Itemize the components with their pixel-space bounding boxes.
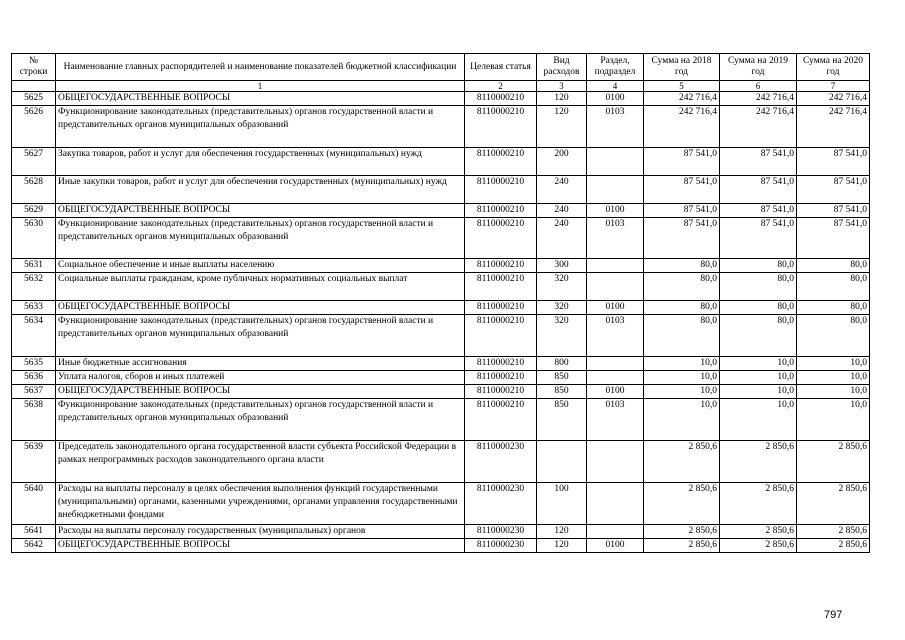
- row-sum-2020: 2 850,6: [797, 525, 870, 539]
- row-sum-2019: 87 541,0: [720, 148, 797, 176]
- row-sum-2020: 80,0: [797, 273, 870, 301]
- row-sum-2020: 2 850,6: [797, 441, 870, 483]
- row-sum-2019: 10,0: [720, 357, 797, 371]
- row-number: 5636: [12, 371, 56, 385]
- row-sum-2019: 10,0: [720, 371, 797, 385]
- row-sum-2019: 80,0: [720, 259, 797, 273]
- row-sum-2019: 87 541,0: [720, 204, 797, 218]
- col-number-1: 1: [56, 81, 465, 92]
- row-sum-2020: 87 541,0: [797, 176, 870, 204]
- row-expense-kind: 320: [537, 273, 587, 301]
- row-sum-2020: 10,0: [797, 371, 870, 385]
- row-name: Социальные выплаты гражданам, кроме публичных нормативных социальных выплат: [56, 273, 465, 301]
- row-sum-2018: 87 541,0: [644, 218, 720, 259]
- row-number: 5632: [12, 273, 56, 301]
- row-sum-2018: 87 541,0: [644, 204, 720, 218]
- row-name: Расходы на выплаты персоналу государственных (муниципальных) органов: [56, 525, 465, 539]
- header-row-number: № строки: [12, 54, 56, 81]
- row-target-article: 8110000210: [465, 148, 537, 176]
- table-row: [12, 106, 870, 148]
- row-expense-kind: 850: [537, 399, 587, 441]
- row-number: 5628: [12, 176, 56, 204]
- row-name: Закупка товаров, работ и услуг для обеспечения государственных (муниципальных) нужд: [56, 148, 465, 176]
- row-sum-2019: 10,0: [720, 399, 797, 441]
- header-sum-2019: Сумма на 2019 год: [720, 54, 797, 81]
- row-target-article: 8110000210: [465, 176, 537, 204]
- row-sum-2019: 2 850,6: [720, 483, 797, 525]
- row-sum-2020: 242 716,4: [797, 106, 870, 148]
- row-sum-2020: 87 541,0: [797, 148, 870, 176]
- row-target-article: 8110000210: [465, 218, 537, 259]
- row-target-article: 8110000210: [465, 106, 537, 148]
- row-sum-2020: 10,0: [797, 357, 870, 371]
- row-section: 0100: [587, 385, 644, 399]
- row-name: Функционирование законодательных (представительных) органов государственной власти и представительных органов муниципальных образований: [56, 218, 465, 259]
- row-expense-kind: 800: [537, 357, 587, 371]
- row-name: ОБЩЕГОСУДАРСТВЕННЫЕ ВОПРОСЫ: [56, 301, 465, 315]
- row-number: 5637: [12, 385, 56, 399]
- row-section: 0100: [587, 204, 644, 218]
- row-sum-2019: 2 850,6: [720, 525, 797, 539]
- row-expense-kind: [537, 441, 587, 483]
- row-section: [587, 441, 644, 483]
- row-section: 0103: [587, 399, 644, 441]
- row-number: 5639: [12, 441, 56, 483]
- row-sum-2019: 87 541,0: [720, 176, 797, 204]
- row-sum-2018: 87 541,0: [644, 148, 720, 176]
- row-name: Уплата налогов, сборов и иных платежей: [56, 371, 465, 385]
- row-sum-2020: 80,0: [797, 259, 870, 273]
- row-sum-2018: 242 716,4: [644, 106, 720, 148]
- row-name: Функционирование законодательных (представительных) органов государственной власти и представительных органов муниципальных образований: [56, 106, 465, 148]
- row-target-article: 8110000210: [465, 399, 537, 441]
- table-row: [12, 259, 870, 273]
- row-name: Функционирование законодательных (представительных) органов государственной власти и представительных органов муниципальных образований: [56, 399, 465, 441]
- col-number-2: 2: [465, 81, 537, 92]
- row-expense-kind: 320: [537, 301, 587, 315]
- row-name: ОБЩЕГОСУДАРСТВЕННЫЕ ВОПРОСЫ: [56, 539, 465, 553]
- row-name: Функционирование законодательных (представительных) органов государственной власти и представительных органов муниципальных образований: [56, 315, 465, 357]
- col-number-5: 5: [644, 81, 720, 92]
- table-row: [12, 525, 870, 539]
- row-sum-2019: 2 850,6: [720, 539, 797, 553]
- row-expense-kind: 300: [537, 259, 587, 273]
- row-name: Иные закупки товаров, работ и услуг для обеспечения государственных (муниципальных) нужд: [56, 176, 465, 204]
- row-expense-kind: 850: [537, 371, 587, 385]
- column-number-row: [12, 81, 870, 92]
- table-row: [12, 357, 870, 371]
- row-target-article: 8110000210: [465, 259, 537, 273]
- row-section: [587, 148, 644, 176]
- col-number-7: 7: [797, 81, 870, 92]
- row-sum-2018: 2 850,6: [644, 483, 720, 525]
- row-sum-2018: 87 541,0: [644, 176, 720, 204]
- row-target-article: 8110000210: [465, 301, 537, 315]
- table-row: [12, 92, 870, 106]
- row-expense-kind: 200: [537, 148, 587, 176]
- row-number: 5625: [12, 92, 56, 106]
- header-name: Наименование главных распорядителей и наименование показателей бюджетной классификации: [56, 54, 465, 81]
- row-target-article: 8110000210: [465, 273, 537, 301]
- row-number: 5631: [12, 259, 56, 273]
- row-section: 0103: [587, 106, 644, 148]
- row-name: ОБЩЕГОСУДАРСТВЕННЫЕ ВОПРОСЫ: [56, 92, 465, 106]
- row-sum-2019: 80,0: [720, 273, 797, 301]
- row-sum-2019: 242 716,4: [720, 92, 797, 106]
- table-row: [12, 315, 870, 357]
- table-row: [12, 385, 870, 399]
- row-expense-kind: 240: [537, 176, 587, 204]
- row-sum-2018: 2 850,6: [644, 539, 720, 553]
- row-name: Социальное обеспечение и иные выплаты населению: [56, 259, 465, 273]
- row-target-article: 8110000210: [465, 204, 537, 218]
- col-number-4: 4: [587, 81, 644, 92]
- table-row: [12, 273, 870, 301]
- row-sum-2018: 2 850,6: [644, 441, 720, 483]
- header-target-article: Целевая статья: [465, 54, 537, 81]
- col-number-6: 6: [720, 81, 797, 92]
- table-row: [12, 483, 870, 525]
- row-number: 5642: [12, 539, 56, 553]
- row-section: 0103: [587, 218, 644, 259]
- row-sum-2018: 80,0: [644, 259, 720, 273]
- row-section: [587, 371, 644, 385]
- row-expense-kind: 120: [537, 539, 587, 553]
- row-section: [587, 357, 644, 371]
- row-sum-2018: 80,0: [644, 273, 720, 301]
- row-section: 0100: [587, 92, 644, 106]
- row-number: 5641: [12, 525, 56, 539]
- table-row: [12, 218, 870, 259]
- row-sum-2020: 2 850,6: [797, 483, 870, 525]
- row-number: 5626: [12, 106, 56, 148]
- row-expense-kind: 850: [537, 385, 587, 399]
- row-name: Председатель законодательного органа государственной власти субъекта Российской Федерации в рамках непрограммных расходов законодательного органа власти: [56, 441, 465, 483]
- col-number-3: 3: [537, 81, 587, 92]
- row-sum-2019: 80,0: [720, 315, 797, 357]
- table-row: [12, 176, 870, 204]
- row-target-article: 8110000210: [465, 315, 537, 357]
- table-row: [12, 399, 870, 441]
- row-expense-kind: 120: [537, 106, 587, 148]
- row-sum-2020: 10,0: [797, 399, 870, 441]
- row-section: [587, 273, 644, 301]
- row-sum-2019: 80,0: [720, 301, 797, 315]
- row-expense-kind: 100: [537, 483, 587, 525]
- header-expense-kind: Вид расходов: [537, 54, 587, 81]
- row-number: 5627: [12, 148, 56, 176]
- row-sum-2018: 2 850,6: [644, 525, 720, 539]
- row-sum-2020: 242 716,4: [797, 92, 870, 106]
- row-sum-2020: 87 541,0: [797, 204, 870, 218]
- table-row: [12, 301, 870, 315]
- row-sum-2018: 10,0: [644, 399, 720, 441]
- table-row: [12, 204, 870, 218]
- row-target-article: 8110000230: [465, 441, 537, 483]
- row-sum-2018: 242 716,4: [644, 92, 720, 106]
- page-number: 797: [824, 609, 843, 621]
- row-sum-2018: 10,0: [644, 357, 720, 371]
- budget-table: [11, 53, 870, 553]
- row-section: 0103: [587, 315, 644, 357]
- header-row: [12, 54, 870, 81]
- row-number: 5638: [12, 399, 56, 441]
- header-sum-2018: Сумма на 2018 год: [644, 54, 720, 81]
- table-row: [12, 148, 870, 176]
- row-sum-2018: 10,0: [644, 371, 720, 385]
- row-expense-kind: 240: [537, 204, 587, 218]
- table-body: [12, 92, 870, 553]
- row-sum-2020: 10,0: [797, 385, 870, 399]
- row-sum-2019: 87 541,0: [720, 218, 797, 259]
- row-section: 0100: [587, 539, 644, 553]
- row-section: [587, 259, 644, 273]
- row-number: 5630: [12, 218, 56, 259]
- row-number: 5635: [12, 357, 56, 371]
- row-section: [587, 483, 644, 525]
- row-name: Иные бюджетные ассигнования: [56, 357, 465, 371]
- row-name: Расходы на выплаты персоналу в целях обеспечения выполнения функций государственными (муниципальными) органами, казенными учреждениями, органами управления государственными внебюджетными фондами: [56, 483, 465, 525]
- row-sum-2019: 242 716,4: [720, 106, 797, 148]
- row-number: 5633: [12, 301, 56, 315]
- row-target-article: 8110000230: [465, 525, 537, 539]
- row-name: ОБЩЕГОСУДАРСТВЕННЫЕ ВОПРОСЫ: [56, 204, 465, 218]
- col-number-0: [12, 81, 56, 92]
- row-sum-2018: 80,0: [644, 301, 720, 315]
- row-target-article: 8110000210: [465, 92, 537, 106]
- row-sum-2020: 2 850,6: [797, 539, 870, 553]
- row-sum-2020: 87 541,0: [797, 218, 870, 259]
- row-expense-kind: 240: [537, 218, 587, 259]
- row-sum-2018: 80,0: [644, 315, 720, 357]
- table-row: [12, 441, 870, 483]
- row-target-article: 8110000230: [465, 483, 537, 525]
- table-row: [12, 371, 870, 385]
- row-sum-2020: 80,0: [797, 301, 870, 315]
- row-expense-kind: 120: [537, 525, 587, 539]
- row-expense-kind: 320: [537, 315, 587, 357]
- row-target-article: 8110000210: [465, 357, 537, 371]
- row-sum-2020: 80,0: [797, 315, 870, 357]
- row-section: [587, 176, 644, 204]
- row-number: 5629: [12, 204, 56, 218]
- header-section: Раздел, подраздел: [587, 54, 644, 81]
- row-sum-2018: 10,0: [644, 385, 720, 399]
- row-section: [587, 525, 644, 539]
- row-number: 5640: [12, 483, 56, 525]
- header-sum-2020: Сумма на 2020 год: [797, 54, 870, 81]
- row-sum-2019: 10,0: [720, 385, 797, 399]
- row-sum-2019: 2 850,6: [720, 441, 797, 483]
- row-section: 0100: [587, 301, 644, 315]
- table-row: [12, 539, 870, 553]
- row-expense-kind: 120: [537, 92, 587, 106]
- row-target-article: 8110000210: [465, 371, 537, 385]
- row-name: ОБЩЕГОСУДАРСТВЕННЫЕ ВОПРОСЫ: [56, 385, 465, 399]
- row-target-article: 8110000230: [465, 539, 537, 553]
- row-number: 5634: [12, 315, 56, 357]
- row-target-article: 8110000210: [465, 385, 537, 399]
